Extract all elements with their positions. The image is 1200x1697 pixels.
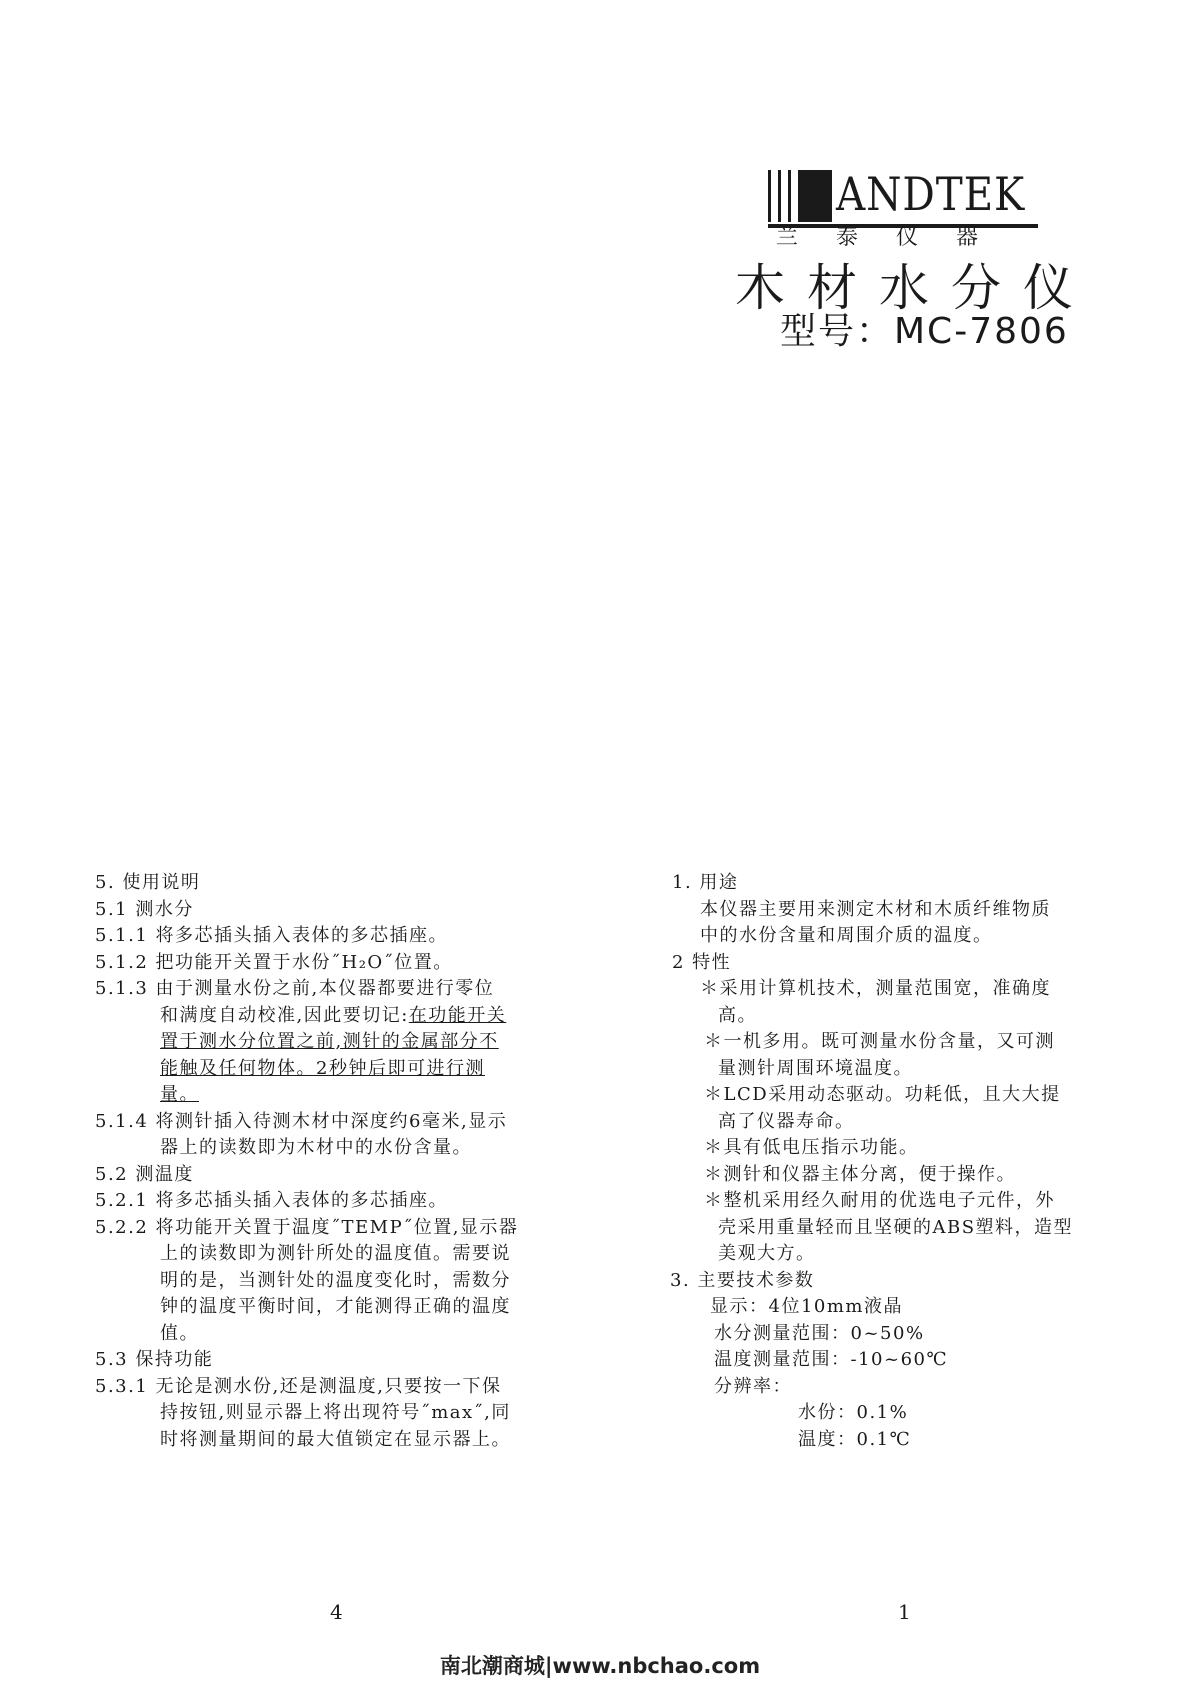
instruction-line: 5.1.3 由于测量水份之前,本仪器都要进行零位 — [95, 978, 495, 999]
feature-item: ＊采用计算机技术，测量范围宽，准确度 — [700, 978, 1051, 999]
section-heading: 5. 使用说明 — [95, 872, 201, 893]
warning-text: 在功能开关 — [408, 1004, 507, 1026]
instruction-line: 5.3.1 无论是测水份,还是测温度,只要按一下保 — [95, 1375, 502, 1397]
instruction-line: 5.2.2 将功能开关置于温度˝TEMP˝位置,显示器 — [95, 1216, 519, 1238]
section-heading: 5.2 测温度 — [95, 1163, 194, 1185]
text-segment: 和满度自动校准,因此要切记: — [160, 1004, 409, 1026]
instruction-line: 5.1.1 将多芯插头插入表体的多芯插座。 — [95, 925, 449, 946]
overview-section — [670, 870, 1140, 1453]
brand-logo — [768, 166, 1038, 250]
spec-item: 显示：4位10mm液晶 — [710, 1296, 903, 1317]
instruction-line: 时将测量期间的最大值锁定在显示器上。 — [160, 1428, 511, 1450]
brand-name-en: ANDTEK — [836, 167, 1026, 221]
warning-text: 量。 — [160, 1084, 199, 1105]
instruction-line: 持按钮,则显示器上将出现符号˝max˝,同 — [160, 1402, 511, 1423]
instruction-line: 5.1.4 将测针插入待测木材中深度约6毫米,显示 — [95, 1110, 508, 1132]
feature-item: 美观大方。 — [718, 1243, 816, 1264]
feature-item: ＊一机多用。既可测量水份含量，又可测 — [704, 1031, 1055, 1052]
section-heading: 3. 主要技术参数 — [670, 1269, 815, 1291]
spec-item: 分辨率： — [714, 1375, 792, 1397]
section-heading: 5.1 测水分 — [95, 898, 194, 920]
feature-item: 高。 — [718, 1004, 757, 1026]
instruction-line: 5.1.2 把功能开关置于水份˝H₂O˝位置。 — [95, 951, 453, 973]
feature-item: ＊具有低电压指示功能。 — [704, 1137, 919, 1158]
doc-title: 木材水分仪 — [735, 259, 1095, 317]
feature-item: 高了仪器寿命。 — [718, 1110, 855, 1132]
brand-name-cn: 兰泰仪器 — [776, 225, 1017, 250]
usage-instructions — [95, 870, 585, 1453]
feature-item: 壳采用重量轻而且坚硬的ABS塑料，造型 — [718, 1216, 1074, 1238]
model-number: 型号：MC-7806 — [780, 311, 1069, 352]
section-heading: 1. 用途 — [672, 872, 739, 893]
spec-item: 水分测量范围：0~50% — [714, 1322, 925, 1344]
instruction-line — [95, 1003, 585, 1030]
instruction-line: 器上的读数即为木材中的水份含量。 — [160, 1137, 472, 1158]
spec-item: 温度：0.1℃ — [798, 1428, 912, 1450]
feature-item: ＊整机采用经久耐用的优选电子元件，外 — [704, 1190, 1055, 1211]
feature-item: ＊LCD采用动态驱动。功耗低，且大大提 — [704, 1084, 1061, 1105]
instruction-line: 上的读数即为测针所处的温度值。需要说 — [160, 1243, 511, 1264]
body-line: 本仪器主要用来测定木材和木质纤维物质 — [700, 898, 1051, 920]
section-heading: 5.3 保持功能 — [95, 1349, 214, 1370]
spec-item: 温度测量范围：-10~60℃ — [714, 1349, 949, 1370]
feature-item: ＊测针和仪器主体分离，便于操作。 — [704, 1163, 1016, 1185]
page-number-left: 4 — [330, 1600, 343, 1624]
instruction-line: 明的是，当测针处的温度变化时，需数分 — [160, 1269, 511, 1291]
instruction-line: 5.2.1 将多芯插头插入表体的多芯插座。 — [95, 1190, 449, 1211]
feature-item: 量测针周围环境温度。 — [718, 1057, 913, 1079]
instruction-line: 值。 — [160, 1322, 199, 1344]
footer-watermark: 南北潮商城|www.nbchao.com — [439, 1654, 761, 1678]
warning-text: 能触及任何物体。2秒钟后即可进行测 — [160, 1057, 485, 1079]
page-number-right: 1 — [898, 1600, 911, 1624]
warning-text: 置于测水分位置之前,测针的金属部分不 — [160, 1031, 499, 1052]
body-line: 中的水份含量和周围介质的温度。 — [700, 925, 993, 946]
instruction-line: 钟的温度平衡时间，才能测得正确的温度 — [160, 1296, 511, 1317]
section-heading: 2 特性 — [672, 951, 732, 973]
spec-item: 水份：0.1% — [798, 1402, 909, 1423]
